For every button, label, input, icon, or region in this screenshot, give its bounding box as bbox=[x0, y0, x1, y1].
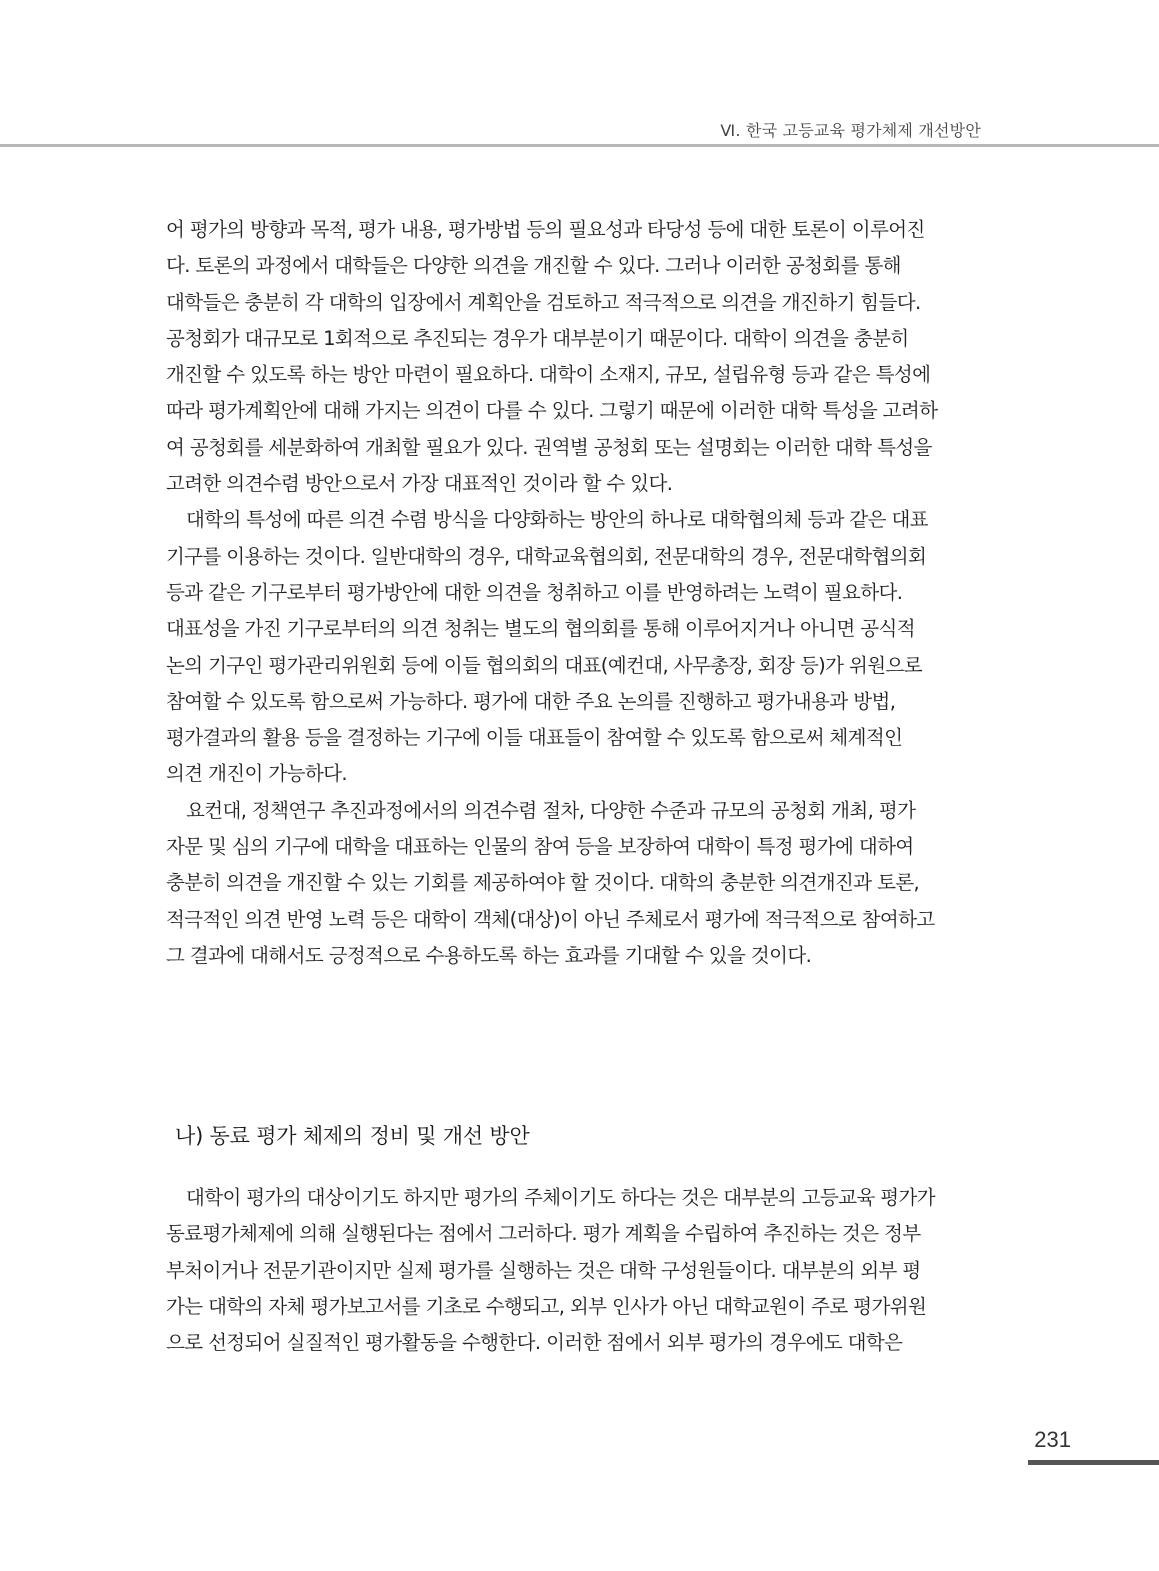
body-text bbox=[166, 212, 992, 974]
text-line: 가는 대학의 자체 평가보고서를 기초로 수행되고, 외부 인사가 아닌 대학교원이 주로 평가위원 bbox=[166, 1294, 927, 1318]
paragraph bbox=[166, 212, 992, 502]
text-line: 부처이거나 전문기관이지만 실제 평가를 실행하는 것은 대학 구성원들이다. 대부분의 외부 평 bbox=[166, 1258, 921, 1282]
text-line: 자문 및 심의 기구에 대학을 대표하는 인물의 참여 등을 보장하여 대학이 특정 평가에 대하여 bbox=[166, 835, 914, 859]
footer-divider bbox=[1028, 1460, 1159, 1465]
page-number: 231 bbox=[1034, 1427, 1071, 1452]
text-line: 기구를 이용하는 것이다. 일반대학의 경우, 대학교육협의회, 전문대학의 경우, 전문대학협의회 bbox=[166, 544, 927, 568]
text-line: 대학들은 충분히 각 대학의 입장에서 계획안을 검토하고 적극적으로 의견을 개진하기 힘들다. bbox=[166, 290, 921, 314]
section-heading: 나) 동료 평가 체제의 정비 및 개선 방안 bbox=[175, 1124, 530, 1148]
section-body-text bbox=[166, 1180, 992, 1361]
text-line: 개진할 수 있도록 하는 방안 마련이 필요하다. 대학이 소재지, 규모, 설립유형 등과 같은 특성에 bbox=[166, 363, 931, 387]
text-line: 논의 기구인 평가관리위원회 등에 이들 협의회의 대표(예컨대, 사무총장, 회장 등)가 위원으로 bbox=[166, 653, 922, 677]
chapter-title: Ⅵ. 한국 고등교육 평가체제 개선방안 bbox=[720, 121, 981, 140]
text-line: 으로 선정되어 실질적인 평가활동을 수행한다. 이러한 점에서 외부 평가의 경우에도 대학은 bbox=[166, 1331, 903, 1355]
text-line: 공청회가 대규모로 1회적으로 추진되는 경우가 대부분이기 때문이다. 대학이 의견을 충분히 bbox=[166, 326, 909, 350]
paragraph bbox=[166, 502, 992, 792]
text-line: 따라 평가계획안에 대해 가지는 의견이 다를 수 있다. 그렇기 때문에 이러한 대학 특성을 고려하 bbox=[166, 399, 938, 423]
text-line: 어 평가의 방향과 목적, 평가 내용, 평가방법 등의 필요성과 타당성 등에 대한 토론이 이루어진 bbox=[166, 218, 925, 241]
header-divider bbox=[0, 144, 1159, 147]
text-line: 요컨대, 정책연구 추진과정에서의 의견수렴 절차, 다양한 수준과 규모의 공청회 개최, 평가 bbox=[186, 798, 916, 822]
text-line: 대학이 평가의 대상이기도 하지만 평가의 주체이기도 하다는 것은 대부분의 고등교육 평가가 bbox=[186, 1186, 935, 1209]
text-line: 의견 개진이 가능하다. bbox=[166, 762, 347, 786]
text-line: 대표성을 가진 기구로부터의 의견 청취는 별도의 협의회를 통해 이루어지거나 아니면 공식적 bbox=[166, 617, 915, 641]
text-line: 그 결과에 대해서도 긍정적으로 수용하도록 하는 효과를 기대할 수 있을 것이다. bbox=[166, 943, 812, 967]
text-line: 여 공청회를 세분화하여 개최할 필요가 있다. 권역별 공청회 또는 설명회는 이러한 대학 특성을 bbox=[166, 435, 932, 459]
text-line: 다. 토론의 과정에서 대학들은 다양한 의견을 개진할 수 있다. 그러나 이러한 공청회를 통해 bbox=[166, 254, 901, 278]
text-line: 적극적인 의견 반영 노력 등은 대학이 객체(대상)이 아닌 주체로서 평가에 적극적으로 참여하고 bbox=[166, 907, 935, 931]
text-line: 대학의 특성에 따른 의견 수렴 방식을 다양화하는 방안의 하나로 대학협의체 등과 같은 대표 bbox=[186, 508, 928, 532]
paragraph bbox=[166, 1180, 992, 1361]
text-line: 충분히 의견을 개진할 수 있는 기회를 제공하여야 할 것이다. 대학의 충분한 의견개진과 토론, bbox=[166, 871, 920, 895]
paragraph bbox=[166, 793, 992, 974]
running-header bbox=[0, 104, 1159, 148]
text-line: 참여할 수 있도록 함으로써 가능하다. 평가에 대한 주요 논의를 진행하고 평가내용과 방법, bbox=[166, 689, 896, 713]
text-line: 등과 같은 기구로부터 평가방안에 대한 의견을 청취하고 이를 반영하려는 노력이 필요하다. bbox=[166, 580, 903, 604]
text-line: 평가결과의 활용 등을 결정하는 기구에 이들 대표들이 참여할 수 있도록 함으로써 체계적인 bbox=[166, 726, 903, 750]
text-line: 동료평가체제에 의해 실행된다는 점에서 그러하다. 평가 계획을 수립하여 추진하는 것은 정부 bbox=[166, 1222, 921, 1246]
text-line: 고려한 의견수렴 방안으로서 가장 대표적인 것이라 할 수 있다. bbox=[166, 472, 673, 496]
